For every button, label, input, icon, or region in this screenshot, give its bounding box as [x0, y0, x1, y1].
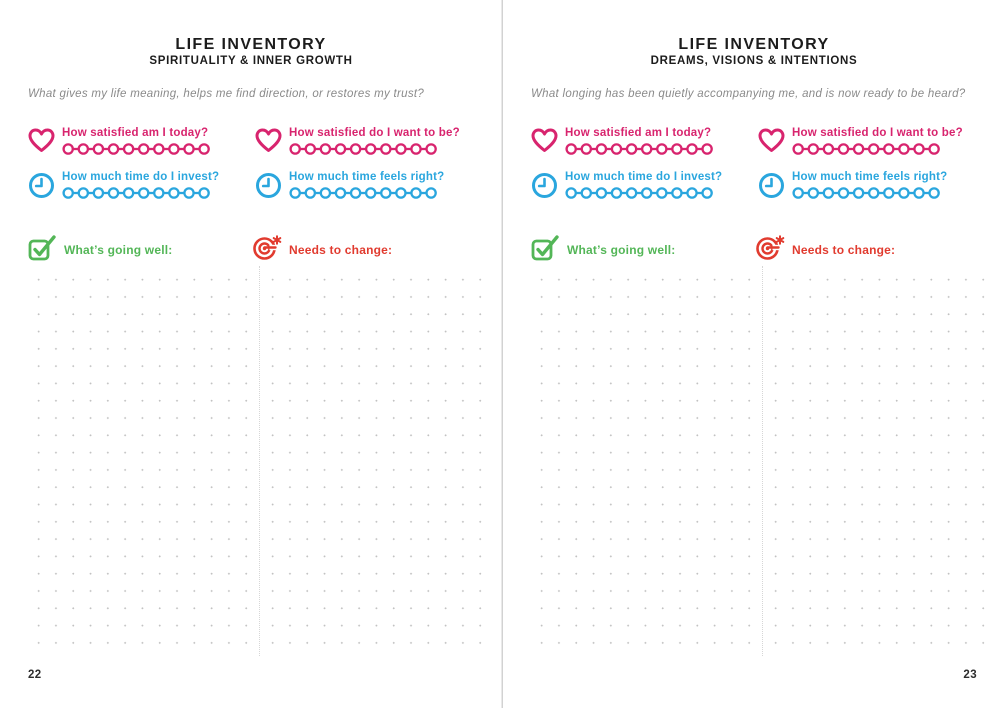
heart-icon [531, 128, 558, 158]
needs-change-label: Needs to change: [289, 243, 393, 257]
rating-time-invest [28, 171, 255, 204]
target-icon [755, 234, 785, 266]
needs-change-header [252, 234, 480, 266]
heart-icon [28, 128, 55, 158]
page-title: LIFE INVENTORY [678, 36, 830, 53]
rating-time-right [255, 171, 480, 204]
checkbox-check-icon [531, 234, 560, 266]
clock-icon [758, 172, 785, 204]
rating-label: How satisfied am I today? [62, 127, 209, 139]
page-subtitle: SPIRITUALITY & INNER GROWTH [149, 55, 353, 67]
going-well-label: What’s going well: [567, 243, 676, 257]
checkbox-check-icon [28, 234, 57, 266]
rating-scale [792, 142, 940, 156]
needs-change-notes-area [259, 266, 482, 656]
rating-label: How satisfied do I want to be? [792, 127, 963, 139]
notes-dot-grid [26, 266, 482, 656]
rating-label: How much time feels right? [792, 171, 948, 183]
clock-icon [28, 172, 55, 204]
going-well-label: What’s going well: [64, 243, 173, 257]
page-number: 23 [963, 669, 977, 681]
rating-time-right [758, 171, 983, 204]
rating-scale [565, 142, 713, 156]
going-well-notes-area [529, 266, 762, 656]
page-title: LIFE INVENTORY [175, 36, 327, 53]
reflection-question: What longing has been quietly accompanying me, and is now ready to be heard? [531, 88, 966, 100]
rating-label: How much time do I invest? [565, 171, 723, 183]
clock-icon [255, 172, 282, 204]
rating-scale [62, 142, 210, 156]
page-subtitle: DREAMS, VISIONS & INTENTIONS [650, 55, 858, 67]
rating-satisfied-today [28, 127, 255, 158]
rating-satisfied-want [758, 127, 983, 158]
rating-scale [565, 186, 713, 200]
rating-satisfied-today [531, 127, 758, 158]
rating-label: How satisfied do I want to be? [289, 127, 460, 139]
rating-scale [792, 186, 940, 200]
clock-icon [531, 172, 558, 204]
heart-icon [255, 128, 282, 158]
rating-label: How much time feels right? [289, 171, 445, 183]
notes-headers [28, 234, 480, 266]
going-well-header [28, 234, 252, 266]
ratings-grid [531, 127, 983, 204]
going-well-header [531, 234, 755, 266]
notes-dot-grid [529, 266, 985, 656]
going-well-notes-area [26, 266, 259, 656]
rating-scale [289, 142, 437, 156]
rating-scale [62, 186, 210, 200]
rating-time-invest [531, 171, 758, 204]
needs-change-header [755, 234, 983, 266]
rating-scale [289, 186, 437, 200]
rating-label: How much time do I invest? [62, 171, 220, 183]
notes-headers [531, 234, 983, 266]
needs-change-label: Needs to change: [792, 243, 896, 257]
heart-icon [758, 128, 785, 158]
page-right [503, 0, 1005, 708]
rating-label: How satisfied am I today? [565, 127, 712, 139]
target-icon [252, 234, 282, 266]
rating-satisfied-want [255, 127, 480, 158]
page-number: 22 [28, 669, 42, 681]
reflection-question: What gives my life meaning, helps me find direction, or restores my trust? [28, 88, 425, 100]
needs-change-notes-area [762, 266, 985, 656]
page-left [0, 0, 502, 708]
ratings-grid [28, 127, 480, 204]
